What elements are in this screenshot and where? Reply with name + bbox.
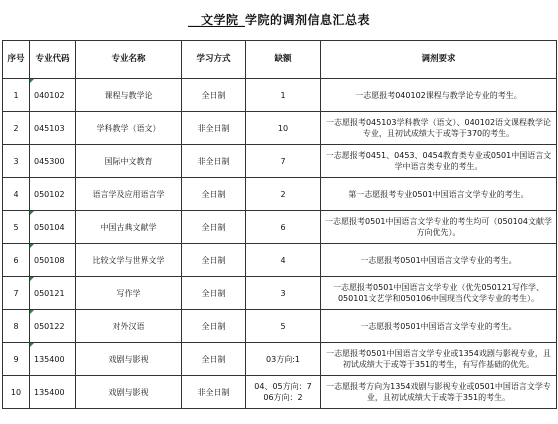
cell-mode: 全日制: [182, 310, 246, 343]
cell-vacancy: 3: [246, 277, 321, 310]
cell-vacancy: 10: [246, 112, 321, 145]
cell-code: 050104: [30, 211, 76, 244]
cell-seq: 10: [3, 376, 30, 409]
table-row: [3, 376, 557, 409]
cell-requirement: 一志愿报考0501中国语言文学专业的考生。: [321, 310, 557, 343]
cell-seq: 6: [3, 244, 30, 277]
header-mode: 学习方式: [182, 41, 246, 79]
cell-code: 050102: [30, 178, 76, 211]
cell-seq: 1: [3, 79, 30, 112]
cell-name: 中国古典文献学: [76, 211, 182, 244]
cell-name: 写作学: [76, 277, 182, 310]
cell-code: 040102: [30, 79, 76, 112]
cell-name: 戏剧与影视: [76, 376, 182, 409]
table-row: [3, 310, 557, 343]
cell-mode: 非全日制: [182, 145, 246, 178]
cell-code: 045103: [30, 112, 76, 145]
title-blank-right: _: [238, 12, 245, 27]
cell-marker: [30, 277, 34, 281]
cell-seq: 3: [3, 145, 30, 178]
cell-seq: 5: [3, 211, 30, 244]
header-seq: 序号: [3, 41, 30, 79]
cell-vacancy: 7: [246, 145, 321, 178]
cell-mode: 非全日制: [182, 112, 246, 145]
cell-requirement: 一志愿报考045103学科教学（语文）、040102语文课程教学论专业，且初试成绩大于或等于370的考生。: [321, 112, 557, 145]
cell-marker: [30, 211, 34, 215]
cell-mode: 全日制: [182, 277, 246, 310]
cell-requirement: 一志愿报考方向为1354戏剧与影视专业或0501中国语言文学专业，且初试成绩大于或等于351的考生。: [321, 376, 557, 409]
cell-requirement: 一志愿报考040102课程与教学论专业的考生。: [321, 79, 557, 112]
cell-requirement: 一志愿报考0501中国语言文学专业的考生。: [321, 244, 557, 277]
cell-mode: 非全日制: [182, 376, 246, 409]
cell-requirement: 一志愿报考0501中国语言文学专业（优先050121写作学、050101文艺学和050106中国现当代文学专业的考生）。: [321, 277, 557, 310]
header-name: 专业名称: [76, 41, 182, 79]
title-suffix: 学院的调剂信息汇总表: [245, 12, 371, 27]
cell-requirement: 一志愿报考0501中国语言文学专业的考生均可（050104文献学方向优先）。: [321, 211, 557, 244]
cell-seq: 8: [3, 310, 30, 343]
cell-vacancy: 1: [246, 79, 321, 112]
cell-name: 学科教学（语文）: [76, 112, 182, 145]
table-row: [3, 79, 557, 112]
cell-code: 135400: [30, 343, 76, 376]
cell-vacancy: 2: [246, 178, 321, 211]
cell-marker: [30, 79, 34, 83]
cell-mode: 全日制: [182, 79, 246, 112]
cell-code: 050121: [30, 277, 76, 310]
table-row: [3, 145, 557, 178]
table-body: [3, 79, 557, 409]
cell-seq: 9: [3, 343, 30, 376]
table-row: [3, 211, 557, 244]
table-row: [3, 244, 557, 277]
cell-requirement: 一志愿报考0451、0453、0454教育类专业或0501中国语言文学中语言类专业的考生。: [321, 145, 557, 178]
header-req: 调剂要求: [321, 41, 557, 79]
cell-seq: 7: [3, 277, 30, 310]
cell-mode: 全日制: [182, 211, 246, 244]
cell-vacancy: 04、05方向：7 06方向：2: [246, 376, 321, 409]
table-row: [3, 178, 557, 211]
cell-mode: 全日制: [182, 178, 246, 211]
title-college: 文学院: [200, 12, 239, 27]
adjustment-table: [2, 40, 557, 409]
cell-name: 对外汉语: [76, 310, 182, 343]
cell-marker: [30, 343, 34, 347]
cell-code: 050122: [30, 310, 76, 343]
cell-vacancy: 4: [246, 244, 321, 277]
cell-name: 语言学及应用语言学: [76, 178, 182, 211]
cell-marker: [30, 310, 34, 314]
cell-marker: [30, 244, 34, 248]
cell-code: 135400: [30, 376, 76, 409]
table-row: [3, 112, 557, 145]
cell-name: 戏剧与影视: [76, 343, 182, 376]
cell-seq: 2: [3, 112, 30, 145]
cell-name: 比较文学与世界文学: [76, 244, 182, 277]
cell-requirement: 第一志愿报考专业0501中国语言文学专业的考生。: [321, 178, 557, 211]
cell-requirement: 一志愿报考0501中国语言文学专业或1354戏剧与影视专业，且初试成绩大于或等于351的考生，有写作基础的优先。: [321, 343, 557, 376]
cell-vacancy: 03方向:1: [246, 343, 321, 376]
cell-mode: 全日制: [182, 244, 246, 277]
cell-seq: 4: [3, 178, 30, 211]
cell-mode: 全日制: [182, 343, 246, 376]
header-vacancy: 缺额: [246, 41, 321, 79]
title-blank-left: __: [187, 12, 201, 27]
header-row: [3, 41, 557, 79]
cell-name: 课程与教学论: [76, 79, 182, 112]
table-row: [3, 277, 557, 310]
cell-vacancy: 5: [246, 310, 321, 343]
cell-code: 050108: [30, 244, 76, 277]
table-row: [3, 343, 557, 376]
title-row: [0, 0, 558, 38]
cell-code: 045300: [30, 145, 76, 178]
header-code: 专业代码: [30, 41, 76, 79]
cell-vacancy: 6: [246, 211, 321, 244]
page-title: [188, 11, 370, 28]
cell-name: 国际中文教育: [76, 145, 182, 178]
